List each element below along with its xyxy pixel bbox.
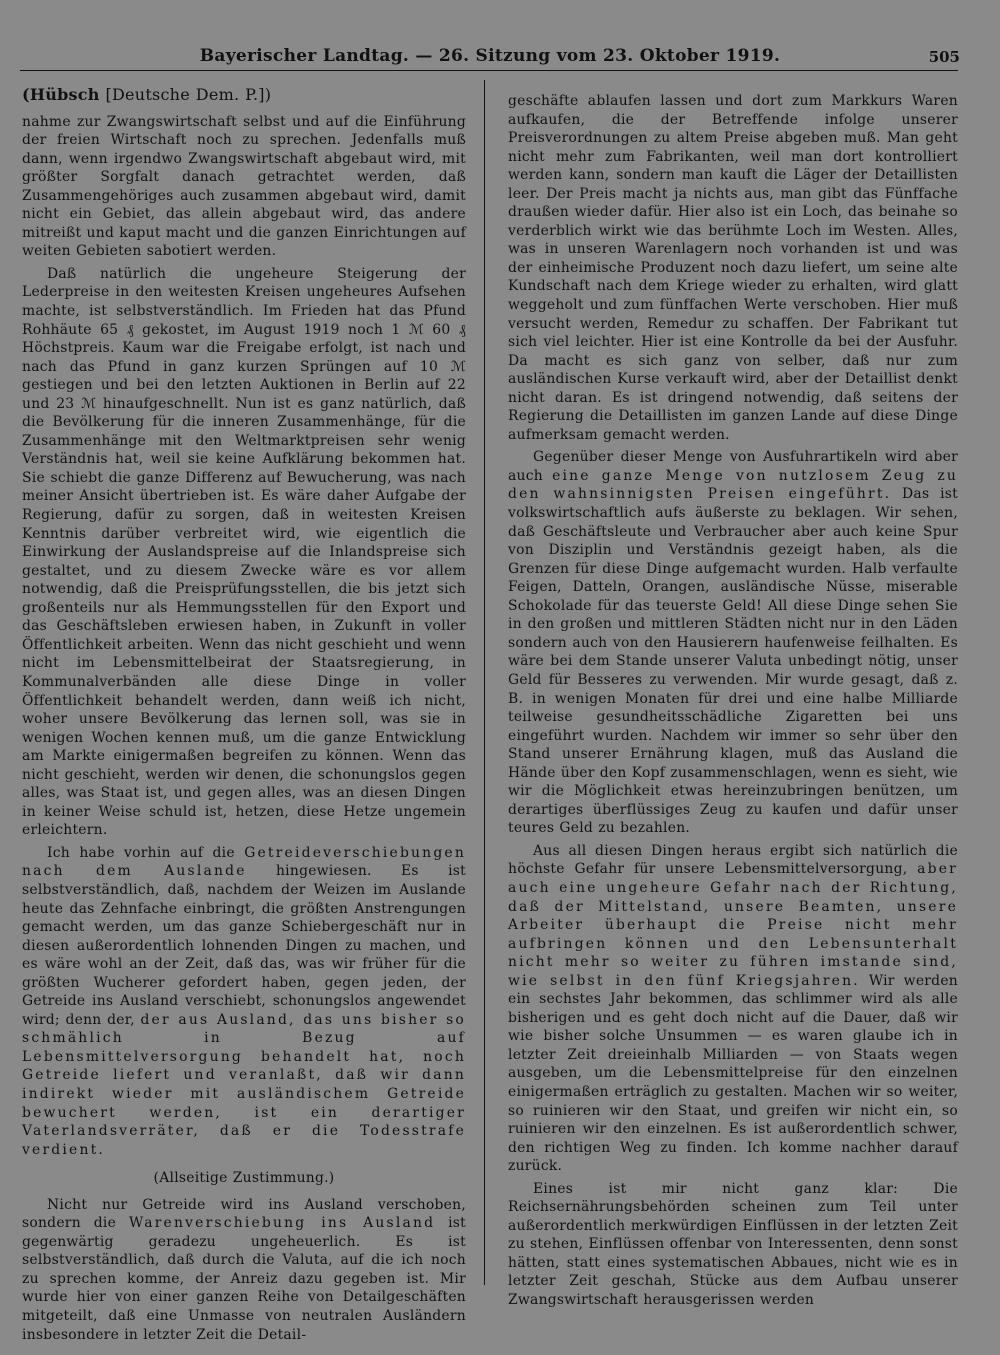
paragraph — [508, 842, 958, 1176]
paragraph: Daß natürlich die ungeheure Steigerung der Lederpreise in den weitesten Kreisen ungeheures Aufsehen machte, ist selbstverständlich. Im Frieden hat das Pfund Rohhäute 65 ₰ gekostet, im August 1919 noch 1 ℳ 60 ₰ Höchstpreis. Kaum war die Freigabe erfolgt, ist nach und nach das Pfund in ganz kurzen Sprüngen auf 10 ℳ gestiegen und bei den letzten Auktionen in Berlin auf 22 und 23 ℳ hinaufgeschnellt. Nun ist es ganz natürlich, daß die Bevölkerung für die inneren Zusammenhänge, für die Zusammenhänge mit den Weltmarktpreisen sehr wenig Verständnis hat, weil sie keine Aufklärung bekommen hat. Sie schiebt die ganze Differenz auf Bewucherung, was nach meiner Ansicht übertrieben ist. Es wäre daher Aufgabe der Regierung, dafür zu sorgen, daß in weitesten Kreisen Kenntnis darüber verbreitet wird, wie eigentlich die Einwirkung der Auslandspreise auf die Inlandspreise sich gestaltet, und zu diesem Zwecke wäre es vor allem notwendig, daß die Preisprüfungsstellen, die bis jetzt sich großenteils nur als Hemmungsstellen für den Export und das Geschäftsleben erwiesen haben, in Zukunft in voller Öffentlichkeit arbeiten. Wenn das nicht geschieht und wenn nicht im Lebensmittelbeirat der Staatsregierung, in Kommunalverbänden alle diese Dinge in voller Öffentlichkeit behandelt werden, dann weiß ich nicht, woher unsere Bevölkerung das lernen soll, was sie in wenigen Wochen kennen muß, um die ganze Entwicklung am Markte einigermaßen begreifen zu können. Wenn das nicht geschieht, werden wir denen, die schonungslos gegen alles, was Staat ist, und gegen alles, was an diesen Dingen in keiner Weise schuld ist, hetzen, diese Hetze ungemein erleichtern. — [22, 265, 466, 839]
column-divider — [484, 80, 485, 1285]
paragraph-text: Aus all diesen Dingen heraus ergibt sich natürlich die höchste Gefahr für unsere Lebensmittelversorgung, — [508, 842, 958, 878]
right-column — [508, 92, 959, 1308]
paragraph: Eines ist mir nicht ganz klar: Die Reichsernährungsbehörden scheinen zum Teil unter außerordentlich merkwürdigen Einflüssen in der letzten Zeit zu stehen, Einflüssen offenbar von Interessenten, denn sonst hätten, statt eines systematischen Abbaues, nicht wie es in letzter Zeit geschah, Stücke aus dem Aufbau unserer Zwangswirtschaft herausgerissen werden — [508, 1180, 958, 1308]
speaker-line — [22, 86, 466, 105]
emphasized-text: eine ganze Menge von nutzlosem Zeug zu den wahnsinnigsten Preisen eingeführt. — [508, 467, 958, 503]
emphasized-text: Warenverschiebung ins Ausland — [128, 1215, 436, 1232]
page-header — [20, 46, 960, 70]
running-head: Bayerischer Landtag. — 26. Sitzung vom 23. Oktober 1919. — [199, 46, 781, 66]
paragraph-text: Ich habe vorhin auf die — [47, 844, 245, 861]
paragraph — [508, 448, 958, 837]
page-number: 505 — [928, 48, 960, 66]
paragraph-text: ist gegenwärtig geradezu ungeheuerlich. Es ist selbstverständlich, daß durch die Valuta, auf die ich noch zu sprechen komme, der Anreiz dazu gegeben ist. Mir wurde hier von einer ganzen Reihe von Detailgeschäften mitgeteilt, daß eine Unmasse von neutralen Ausländern insbesondere in letzter Zeit die Detail- — [22, 1215, 466, 1343]
speaker-name: (Hübsch — [22, 85, 100, 104]
left-column — [22, 84, 467, 1343]
paragraph: geschäfte ablaufen lassen und dort zum Markkurs Waren aufkaufen, die der Betreffende infolge unserer Preisverordnungen zu altem Preise abgeben muß. Man geht nicht mehr zum Fabrikanten, weil man dort kontrolliert werden kann, sondern man kauft die Läger der Detaillisten leer. Der Preis macht ja nichts aus, man gibt das Fünffache draußen wieder dafür. Hier also ist ein Loch, das beinahe so verderblich wirkt wie das berühmte Loch im Westen. Alles, was in unseren Warenlagern noch vorhanden ist und was der einheimische Produzent noch dazu liefert, um seine alte Kundschaft nach dem Kriege wieder zu erhalten, wird glatt weggeholt und zum fünffachen Werte verschoben. Hier muß versucht werden, Remedur zu schaffen. Der Fabrikant tut sich viel leichter. Hier ist eine Kontrolle da bei der Ausfuhr. Da macht es sich ganz von selber, daß nur zum ausländischen Kurse verkauft wird, aber der Detaillist denkt nicht daran. Es ist dringend notwendig, daß seitens der Regierung die Detaillisten im ganzen Lande auf diese Dinge aufmerksam gemacht werden. — [508, 93, 958, 443]
paragraph-text: Wir werden ein sechstes Jahr bekommen, das schlimmer wird als alle bisherigen und es geht doch nicht auf die Dauer, daß wir wie bisher solche Unsummen — es waren glaube ich in letzter Zeit dreieinhalb Milliarden — von Staats wegen ausgeben, um die Lebensmittelpreise für den einzelnen einigermaßen erträglich zu gestalten. Machen wir so weiter, so ruinieren wir den Staat, und greifen wir nicht ein, so ruinieren wir den einzelnen. Es ist außerordentlich schwer, den richtigen Weg zu finden. Ich komme nachher darauf zurück. — [508, 972, 958, 1175]
paragraph-text: hingewiesen. Es ist selbstverständlich, daß, nachdem der Weizen im Auslande heute das Zehnfache einbringt, die größten Anstrengungen gemacht werden, um das ganze Schiebergeschäft nur in diesen außerordentlich lohnenden Dingen zu machen, und es wäre wohl an der Zeit, daß das, was wir früher für die größten Wucherer gefordert haben, gegen jeden, der Getreide ins Ausland verschiebt, schonungslos angewendet wird; denn der, — [22, 863, 467, 1028]
interjection: (Allseitige Zustimmung.) — [153, 1170, 335, 1187]
paragraph — [22, 844, 466, 1159]
emphasized-text: der aus Ausland, das uns bisher so schmählich in Bezug auf Lebensmittelversorgung behandelt hat, noch Getreide liefert und veranlaßt, daß wir dann indirekt wieder mit ausländischem Getreide bewuchert werden, ist ein derartiger Vaterlandsverräter, daß er die Todesstrafe verdient. — [22, 1011, 466, 1158]
paragraph: nahme zur Zwangswirtschaft selbst und auf die Einführung der freien Wirtschaft noch zu sprechen. Jedenfalls muß dann, wenn irgendwo Zwangswirtschaft abgebaut wird, mit größter Sorgfalt danach getrachtet werden, daß Zusammengehöriges auch zusammen abgebaut wird, damit nicht ein Gebiet, das allein abgebaut wird, das andere mitreißt und kaput macht und die ganzen Einrichtungen auf weiten Gebieten sabotiert werden. — [22, 113, 466, 260]
emphasized-text: aber auch eine ungeheure Gefahr nach der Richtung, daß der Mittelstand, unsere Beamten, unsere Arbeiter überhaupt die Preise nicht mehr aufbringen können und den Lebensunterhalt nicht mehr so weiter zu führen imstande sind, wie selbst in den fünf Kriegsjahren. — [508, 861, 958, 989]
paragraph-text: Das ist volkswirtschaftlich aufs äußerste zu beklagen. Wir sehen, daß Geschäftsleute und Verbraucher aber auch keine Spur von Disziplin und Verständnis gezeigt haben, als die Grenzen für diese Dinge aufgemacht wurden. Halb verfaulte Feigen, Datteln, Orangen, ausländische Nüsse, miserable Schokolade für das teuerste Geld! All diese Dinge sehen Sie in den großen und mittleren Städten nicht nur in den Läden sondern auch von den Hausierern haufenweise feilhalten. Es wäre bei dem Stande unserer Valuta unbedingt nötig, unser Geld für Besseres zu verwenden. Mir wurde gesagt, daß z. B. in wenigen Monaten für drei und eine halbe Milliarde teilweise gesundheitsschädliche Zigaretten bei uns eingeführt wurden. Nachdem wir immer so sehr über den Stand unserer Ernährung klagen, muß das Ausland die Hände über den Kopf zusammenschlagen, wenn es sieht, wie wir die Möglichkeit etwas hereinzubringen benützen, um derartiges überflüssiges Zeug zu kaufen und dafür unser teures Geld zu bezahlen. — [508, 486, 959, 837]
paragraph — [22, 1196, 466, 1344]
header-rule — [20, 70, 958, 71]
speaker-party: [Deutsche Dem. P.]) — [99, 85, 272, 104]
paragraph-text: Nicht nur Getreide wird ins Ausland verschoben, sondern die — [22, 1196, 466, 1232]
paragraph-text: Gegenüber dieser Menge von Ausfuhrartikeln wird aber auch — [508, 449, 958, 484]
emphasized-text: Getreideverschiebungen nach dem Auslande — [22, 844, 466, 880]
